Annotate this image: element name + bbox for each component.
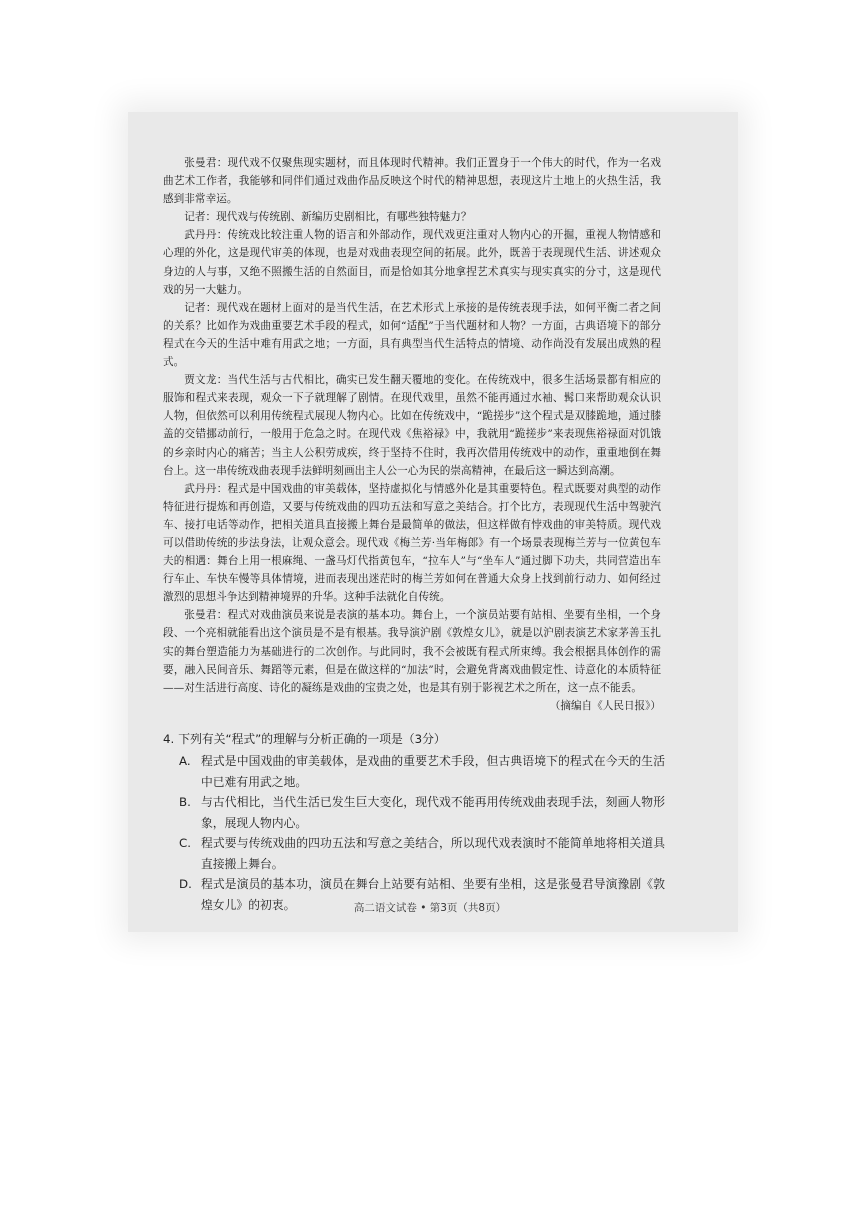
question-text: 下列有关“程式”的理解与分析正确的一项是（3分） [178, 732, 446, 746]
reading-passage [163, 154, 661, 715]
passage-paragraph: 贾文龙：当代生活与古代相比，确实已发生翻天覆地的变化。在传统戏中，很多生活场景都有相应的服饰和程式来表现，观众一下子就理解了剧情。在现代戏里，虽然不能再通过水袖、髯口来帮助观众认识人物，但依然可以利用传统程式展现人物内心。比如在传统戏中，“跪搓步”这个程式是双膝跪地，通过膝盖的交错挪动前行，一般用于危急之时。在现代戏《焦裕禄》中，我就用“跪搓步”来表现焦裕禄面对饥饿的乡亲时内心的痛苦；当主人公积劳成疾，终于坚持不住时，我再次借用传统戏中的动作，重重地倒在舞台上。这一串传统戏曲表现手法鲜明刻画出主人公一心为民的崇高精神，在最后这一瞬达到高潮。 [163, 374, 661, 477]
passage-paragraph: 张曼君：程式对戏曲演员来说是表演的基本功。舞台上，一个演员站要有站相、坐要有坐相，一个身段、一个亮相就能看出这个演员是不是有根基。我导演沪剧《敦煌女儿》，就是以沪剧表演艺术家茅善玉扎实的舞台塑造能力为基础进行的二次创作。与此同时，我不会被既有程式所束缚。我会根据具体创作的需要，融入民间音乐、舞蹈等元素，但是在做这样的“加法”时，会避免背离戏曲假定性、诗意化的本质特征——对生活进行高度、诗化的凝练是戏曲的宝贵之处，也是其有别于影视艺术之所在，这一点不能丢。 [163, 609, 661, 694]
option-text: 程式是中国戏曲的审美载体，是戏曲的重要艺术手段，但古典语境下的程式在今天的生活中已难有用武之地。 [201, 754, 665, 789]
option-text: 程式是演员的基本功，演员在舞台上站要有站相、坐要有坐相，这是张曼君导演豫剧《敦煌女儿》的初衷。 [201, 877, 665, 912]
question-4 [165, 729, 665, 915]
option-text: 程式要与传统戏曲的四功五法和写意之美结合，所以现代戏表演时不能简单地将相关道具直接搬上舞台。 [201, 836, 665, 871]
passage-paragraph: 记者：现代戏在题材上面对的是当代生活，在艺术形式上承接的是传统表现手法，如何平衡二者之间的关系？比如作为戏曲重要艺术手段的程式，如何“适配”于当代题材和人物？一方面，古典语境下的部分程式在今天的生活中难有用武之地；一方面，具有典型当代生活特点的情境、动作尚没有发展出成熟的程式。 [163, 301, 661, 369]
option-letter: C. [179, 836, 191, 850]
option-b [179, 792, 665, 833]
passage-paragraph: 武丹丹：传统戏比较注重人物的语言和外部动作，现代戏更注重对人物内心的开掘，重视人物情感和心理的外化，这是现代审美的体现，也是对戏曲表现空间的拓展。此外，既善于表现现代生活、讲述观众身边的人与事，又绝不照搬生活的自然面目，而是恰如其分地拿捏艺术真实与现实真实的分寸，这是现代戏的另一大魅力。 [163, 229, 661, 296]
passage-paragraph: 武丹丹：程式是中国戏曲的审美载体，坚持虚拟化与情感外化是其重要特色。程式既要对典型的动作特征进行提炼和再创造，又要与传统戏曲的四功五法和写意之美结合。打个比方，表现现代生活中驾驶汽车、接打电话等动作，把相关道具直接搬上舞台是最简单的做法，但这样做有悖戏曲的审美特质。现代戏可以借助传统的步法身法，让观众意会。现代戏《梅兰芳·当年梅郎》有一个场景表现梅兰芳与一位黄包车夫的相遇：舞台上用一根麻绳、一盏马灯代指黄包车，“拉车人”与“坐车人”通过脚下功夫，共同营造出车行车止、车快车慢等具体情境，进而表现出迷茫时的梅兰芳如何在普通大众身上找到前行动力、如何经过激烈的思想斗争达到精神境界的升华。这种手法就化自传统。 [163, 482, 661, 604]
passage-paragraph: 记者：现代戏与传统剧、新编历史剧相比，有哪些独特魅力？ [184, 211, 472, 224]
question-stem [163, 729, 665, 749]
question-number: 4. [163, 732, 175, 746]
option-text: 与古代相比，当代生活已发生巨大变化，现代戏不能再用传统戏曲表现手法，刻画人物形象，展现人物内心。 [201, 795, 665, 830]
source-citation: （摘编自《人民日报》） [549, 699, 661, 712]
option-c [179, 833, 665, 874]
passage-paragraph: 张曼君：现代戏不仅聚焦现实题材，而且体现时代精神。我们正置身于一个伟大的时代，作为一名戏曲艺术工作者，我能够和同伴们通过戏曲作品反映这个时代的精神思想，表现这片土地上的火热生活，我感到非常幸运。 [163, 157, 661, 206]
option-a [179, 751, 665, 792]
page-footer: 高二语文试卷 • 第3页（共8页） [353, 902, 507, 914]
option-letter: B. [179, 795, 191, 809]
option-letter: A. [179, 754, 191, 768]
option-letter: D. [179, 877, 192, 891]
